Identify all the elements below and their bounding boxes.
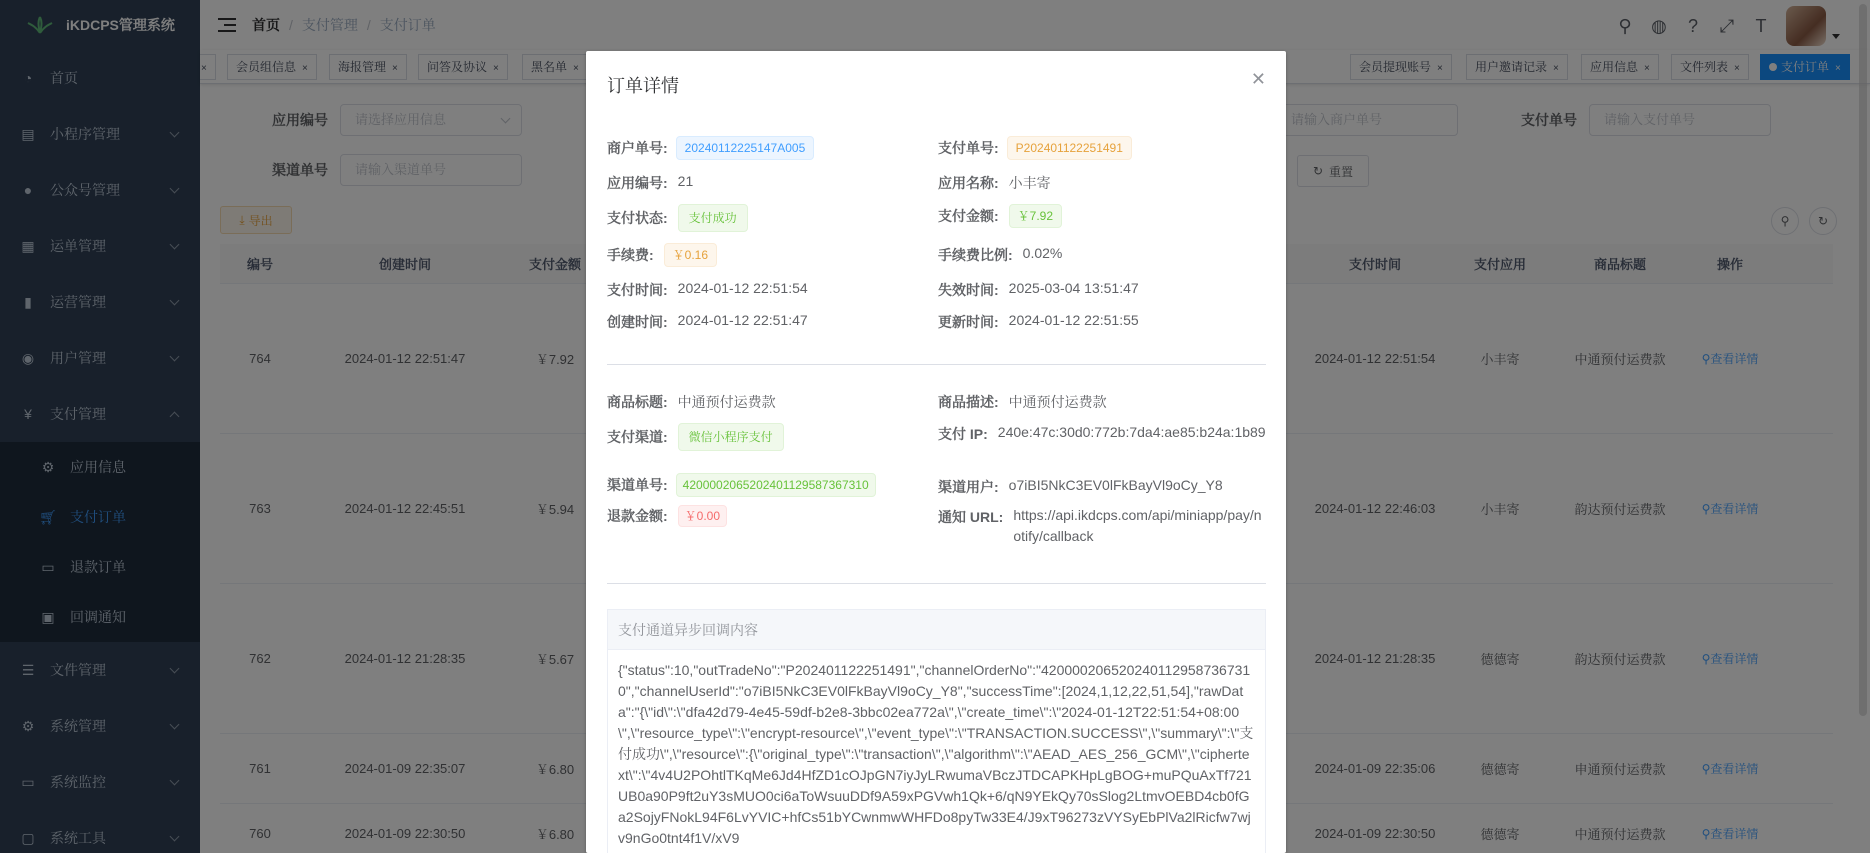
expire-time-label: 失效时间:: [938, 282, 999, 298]
refund-label: 退款金额:: [607, 508, 668, 524]
desc-row: [938, 392, 1107, 412]
notify-url-value: https://api.ikdcps.com/api/miniapp/pay/notify/callback: [1013, 507, 1262, 544]
callback-panel: [607, 609, 1266, 853]
refund-tag: ￥0.00: [678, 505, 727, 527]
channel-label: 支付渠道:: [607, 429, 668, 445]
app-id-label: 应用编号:: [607, 175, 668, 191]
callback-title: 支付通道异步回调内容: [608, 610, 1265, 650]
create-time-row: [607, 312, 808, 332]
pay-time-label: 支付时间:: [607, 282, 668, 298]
desc-value: 中通预付运费款: [1008, 394, 1107, 410]
channel-user-value: o7iBI5NkC3EV0lFkBayVl9oCy_Y8: [1008, 477, 1223, 493]
pay-no-tag: P202401122251491: [1007, 136, 1132, 160]
ip-label: 支付 IP:: [938, 426, 988, 442]
close-icon[interactable]: ✕: [1250, 69, 1266, 89]
fee-tag: ￥0.16: [664, 243, 717, 267]
fee-row: [607, 243, 717, 267]
notify-row: [938, 507, 1268, 547]
subject-value: 中通预付运费款: [677, 394, 776, 410]
channel-no-label: 渠道单号:: [607, 477, 668, 493]
pay-no-row: [938, 136, 1132, 160]
expire-time-row: [938, 280, 1139, 300]
channel-user-label: 渠道用户:: [938, 479, 999, 495]
merchant-no-row: [607, 136, 814, 160]
channel-tag: 微信小程序支付: [678, 423, 784, 451]
channel-no-tag: 4200002065202401129587367310: [676, 473, 876, 497]
dialog-title: 订单详情: [607, 76, 679, 96]
channel-row: [607, 423, 784, 451]
subject-row: [607, 392, 776, 412]
amount-label: 支付金额:: [938, 208, 999, 224]
desc-label: 商品描述:: [938, 394, 999, 410]
app-id-value: 21: [677, 173, 694, 189]
fee-label: 手续费:: [607, 247, 654, 263]
amount-row: [938, 204, 1062, 228]
create-time-label: 创建时间:: [607, 314, 668, 330]
fee-rate-value: 0.02%: [1022, 245, 1063, 261]
update-time-label: 更新时间:: [938, 314, 999, 330]
merchant-no-label: 商户单号:: [607, 140, 668, 156]
pay-no-label: 支付单号:: [938, 140, 999, 156]
channel-no-row: [607, 473, 876, 497]
status-row: [607, 204, 748, 232]
app-name-label: 应用名称:: [938, 175, 999, 191]
status-badge: 支付成功: [678, 204, 748, 232]
divider: [607, 364, 1266, 365]
update-time-row: [938, 312, 1139, 332]
amount-tag: ￥7.92: [1009, 204, 1062, 228]
fee-rate-label: 手续费比例:: [938, 247, 1013, 263]
ip-value: 240e:47c:30d0:772b:7da4:ae85:b24a:1b89: [997, 424, 1266, 440]
order-detail-dialog: [586, 51, 1286, 853]
update-time-value: 2024-01-12 22:51:55: [1008, 312, 1139, 328]
create-time-value: 2024-01-12 22:51:47: [677, 312, 808, 328]
app-name-row: [938, 173, 1051, 193]
refund-row: [607, 505, 727, 527]
status-label: 支付状态:: [607, 210, 668, 226]
app-name-value: 小丰寄: [1008, 175, 1051, 191]
pay-time-row: [607, 280, 808, 300]
pay-time-value: 2024-01-12 22:51:54: [677, 280, 808, 296]
expire-time-value: 2025-03-04 13:51:47: [1008, 280, 1139, 296]
subject-label: 商品标题:: [607, 394, 668, 410]
fee-rate-row: [938, 245, 1062, 265]
channel-user-row: [938, 477, 1223, 497]
app-id-row: [607, 173, 693, 193]
divider: [607, 583, 1266, 584]
callback-content: {"status":10,"outTradeNo":"P202401122251491","channelOrderNo":"4200002065202401129587367310","channelUserId":"o7iBI5NkC3EV0lFkBayVl9oCy_Y8","successTime":[2024,1,12,22,51,54],"rawData":"{\"id\":\"dfa42d79-4e45-59df-b2e8-3bbc02ea772a\",\"create_time\":\"2024-01-12T22:51:54+08:00\",\"resource_type\":\"encrypt-resource\",\"event_type\":\"TRANSACTION.SUCCESS\",\"summary\":\"支付成功\",\"resource\":{\"original_type\":\"transaction\",\"algorithm\":\"AEAD_AES_256_GCM\",\"ciphertext\":\"4v4U2POhtlTKqMe6Jd4HfZD1cOJpGN7iyJyLRwumaVBczJTDCAPKHpLgBOG+muPQuAxTf721UB0a90P9ft2uY3sMUO0ci6aToWsuuDDf9A59xPGVwh1Qk+6/qN9YEkQy70sSlog2LtmvOEBD4cb0fGa2SojyFNokL94F6LvYVIC+hfCs51bYCwnmwWHFDo8pyTw33E4/J9xT96273zVYSyEbPlVa2lRicfw7wjv9nGo0tnt4f1V/xV9: [618, 662, 1254, 846]
ip-row: [938, 424, 1268, 444]
merchant-no-tag: 20240112225147A005: [676, 136, 815, 160]
notify-label: 通知 URL:: [938, 509, 1004, 525]
